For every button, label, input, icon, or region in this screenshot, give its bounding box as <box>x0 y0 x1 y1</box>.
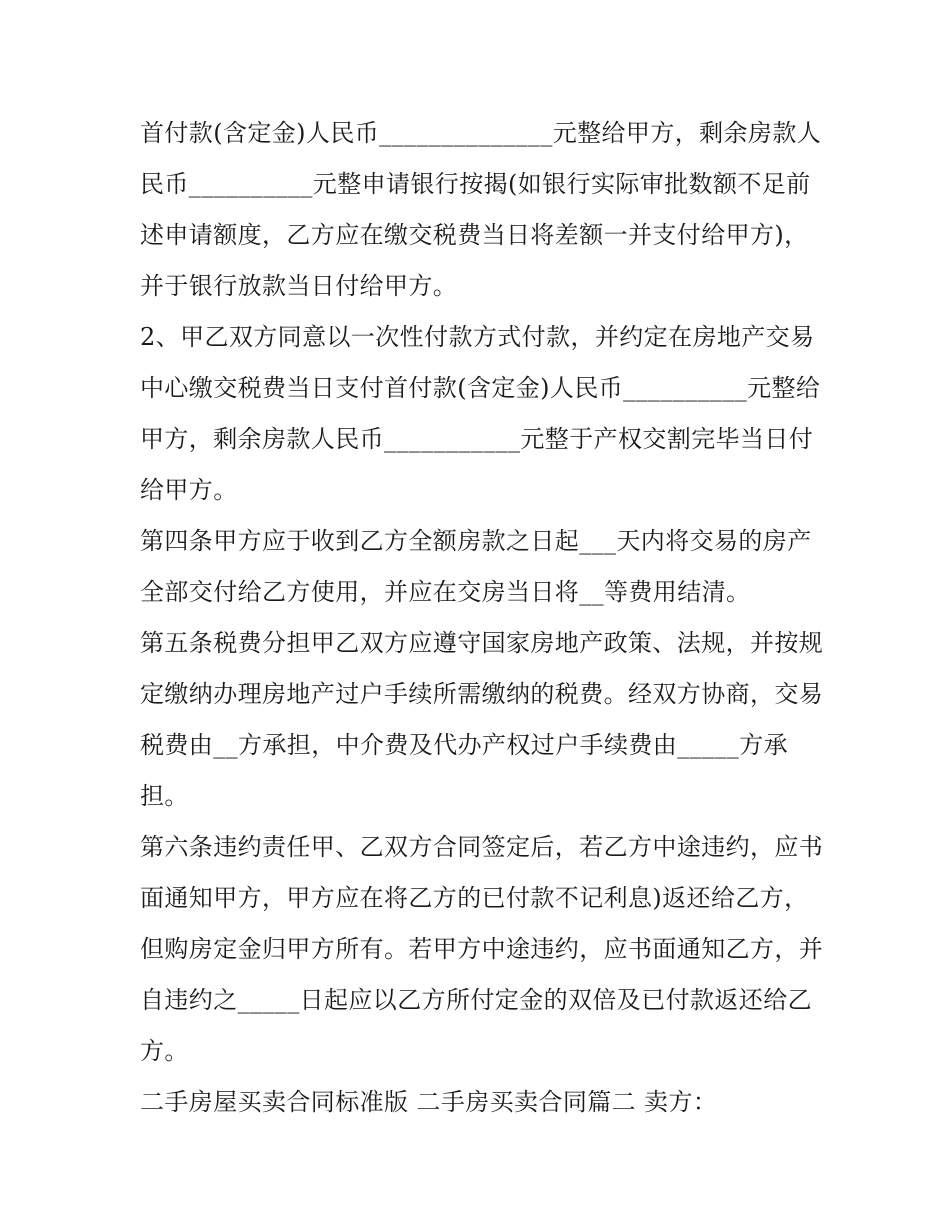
document-body <box>140 108 830 1128</box>
paragraph-article-five-taxes: 第五条税费分担甲乙双方应遵守国家房地产政策、法规，并按规定缴纳办理房地产过户手续所需缴纳的税费。经双方协商，交易税费由__方承担，中介费及代办产权过户手续费由_____方承担。 <box>140 629 824 810</box>
paragraph-lump-sum-payment: 2、甲乙双方同意以一次性付款方式付款，并约定在房地产交易中心缴交税费当日支付首付款(含定金)人民币__________元整给甲方，剩余房款人民币___________元整于产权交割完毕当日付给甲方。 <box>140 323 821 504</box>
paragraph-article-six-breach: 第六条违约责任甲、乙双方合同签定后，若乙方中途违约，应书面通知甲方，甲方应在将乙方的已付款不记利息)返还给乙方，但购房定金归甲方所有。若甲方中途违约，应书面通知乙方，并自违约之_____日起应以乙方所付定金的双倍及已付款返还给乙方。 <box>140 833 824 1065</box>
paragraph-contract-heading: 二手房屋买卖合同标准版 二手房买卖合同篇二 卖方： <box>140 1088 718 1116</box>
paragraph-down-payment: 首付款(含定金)人民币______________元整给甲方，剩余房款人民币__________元整申请银行按揭(如银行实际审批数额不足前述申请额度，乙方应在缴交税费当日将差额一并支付给甲方)，并于银行放款当日付给甲方。 <box>140 119 822 300</box>
paragraph-article-four-delivery: 第四条甲方应于收到乙方全额房款之日起___天内将交易的房产全部交付给乙方使用，并应在交房当日将__等费用结清。 <box>140 527 812 606</box>
